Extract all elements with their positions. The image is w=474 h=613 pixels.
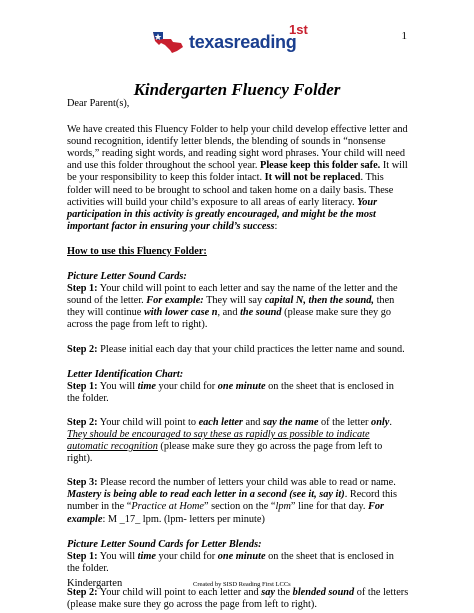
step-label: Step 3: bbox=[67, 477, 98, 489]
greeting: Dear Parent(s), bbox=[67, 98, 130, 109]
step-text: ” section on the “ bbox=[203, 501, 276, 513]
step-text: (please make sure they go across the page from left to right). bbox=[67, 441, 383, 465]
logo-superscript: 1st bbox=[289, 22, 308, 37]
step-text: Your child will point to bbox=[97, 416, 199, 428]
step-text: (please make sure they go across the page from left to right). bbox=[67, 307, 392, 331]
section2-step2 bbox=[67, 417, 409, 465]
intro-bold-2: It will not be replaced bbox=[264, 172, 361, 184]
step-emphasis: one minute bbox=[217, 550, 266, 562]
step-text: Your child will point to each letter and say the name of the letter and the sound of the letter. bbox=[67, 283, 398, 307]
footer-grade: Kindergarten bbox=[67, 578, 123, 589]
step-text: your child for bbox=[155, 380, 218, 392]
step-emphasis: time bbox=[137, 380, 156, 392]
step-emphasis: capital N, then the sound, bbox=[264, 295, 374, 307]
step-label: Step 1: bbox=[67, 283, 98, 295]
step-text: You will bbox=[97, 550, 138, 562]
footer-credit: Created by SISD Reading First LCCs bbox=[193, 581, 291, 588]
step-text: of the letters (please make sure they go across the page from left to right). bbox=[67, 586, 409, 610]
step-emphasis: one minute bbox=[217, 380, 266, 392]
step-text: of the letter bbox=[318, 416, 372, 428]
intro-paragraph bbox=[67, 124, 409, 233]
step-text: on the sheet that is enclosed in the folder. bbox=[67, 550, 394, 574]
section2-step3 bbox=[67, 477, 409, 525]
how-to-heading: How to use this Fluency Folder: bbox=[67, 245, 207, 257]
step-emphasis: For example bbox=[67, 501, 385, 525]
step-text: , and bbox=[217, 307, 241, 319]
logo-brand-text: texasreading bbox=[189, 32, 297, 52]
intro-bold-1: Please keep this folder safe. bbox=[260, 160, 381, 172]
step-emphasis: They should be encouraged to say these as rapidly as possible to indicate automatic recognition bbox=[67, 428, 370, 453]
section3-step2 bbox=[67, 587, 409, 611]
step-text: . bbox=[389, 416, 392, 428]
step-text: They will say bbox=[203, 295, 265, 307]
step-emphasis: lpm bbox=[275, 501, 291, 513]
step-emphasis: Mastery is being able to read each letter in a second (see it, say it) bbox=[67, 489, 345, 501]
texasreading-logo bbox=[151, 24, 323, 60]
step-emphasis: with lower case n bbox=[143, 307, 218, 319]
step-emphasis: each letter bbox=[198, 416, 243, 428]
step-text: Please initial each day that your child practices the letter name and sound. bbox=[97, 343, 405, 355]
page-title: Kindergarten Fluency Folder bbox=[133, 80, 341, 99]
section-heading-letter-blends: Picture Letter Sound Cards for Letter Blends: bbox=[67, 538, 262, 550]
letter-body bbox=[67, 98, 409, 611]
intro-text-2: It will be your responsibility to keep this folder intact. bbox=[67, 160, 408, 184]
step-text: Please record the number of letters your child was able to read or name. bbox=[97, 477, 396, 489]
step-label: Step 1: bbox=[67, 380, 98, 392]
section-heading-letter-chart: Letter Identification Chart: bbox=[67, 368, 184, 380]
step-emphasis: blended sound bbox=[292, 586, 355, 598]
section3-step1 bbox=[67, 551, 409, 575]
step-emphasis: the sound bbox=[240, 307, 282, 319]
intro-end: : bbox=[274, 220, 278, 232]
step-text: . Record this number in the “ bbox=[67, 489, 398, 513]
step-text: You will bbox=[97, 380, 138, 392]
intro-text-1: We have created this Fluency Folder to help your child develop effective letter and sound recognition, identify letter blends, the blending of sounds in “nonsense words,” reading sight words, and reading sight word phrases. Your child will need and use this folder throughout the school year. bbox=[67, 124, 408, 172]
step-emphasis: say the name bbox=[262, 416, 319, 428]
section1-step1 bbox=[67, 283, 409, 331]
step-emphasis: only bbox=[371, 416, 390, 428]
section1-step2 bbox=[67, 344, 409, 356]
step-label: Step 2: bbox=[67, 416, 98, 428]
section-heading-picture-cards: Picture Letter Sound Cards: bbox=[67, 271, 187, 283]
step-label: Step 2: bbox=[67, 343, 98, 355]
example-number: _17_ bbox=[119, 513, 141, 525]
step-emphasis: For example: bbox=[146, 295, 204, 307]
intro-text-3: . This folder will need to be brought to school and taken home on a daily basis. These activities will build your child’s exposure to all areas of early literacy. bbox=[67, 172, 394, 208]
step-text: Your child will point to each letter and bbox=[97, 586, 262, 598]
step-text: : M bbox=[102, 513, 120, 525]
step-text: lpm. (lpm- letters per minute) bbox=[140, 513, 265, 525]
step-text: then they will continue bbox=[67, 295, 395, 319]
step-text: your child for bbox=[155, 550, 218, 562]
step-emphasis: Practice at Home bbox=[131, 501, 204, 513]
section2-step1 bbox=[67, 381, 409, 405]
step-text: ” line for that day. bbox=[290, 501, 369, 513]
page-number: 1 bbox=[401, 30, 407, 42]
step-label: Step 1: bbox=[67, 550, 98, 562]
step-label: Step 2: bbox=[67, 586, 98, 598]
texas-flag-icon bbox=[151, 30, 185, 54]
intro-bold-italic: Your participation in this activity is greatly encouraged, and might be the most important factor in ensuring your child’s success bbox=[67, 196, 378, 232]
step-text: the bbox=[274, 586, 293, 598]
step-text: on the sheet that is enclosed in the folder. bbox=[67, 380, 394, 404]
step-text: and bbox=[242, 416, 263, 428]
step-emphasis: time bbox=[137, 550, 156, 562]
step-emphasis: say bbox=[261, 586, 275, 598]
